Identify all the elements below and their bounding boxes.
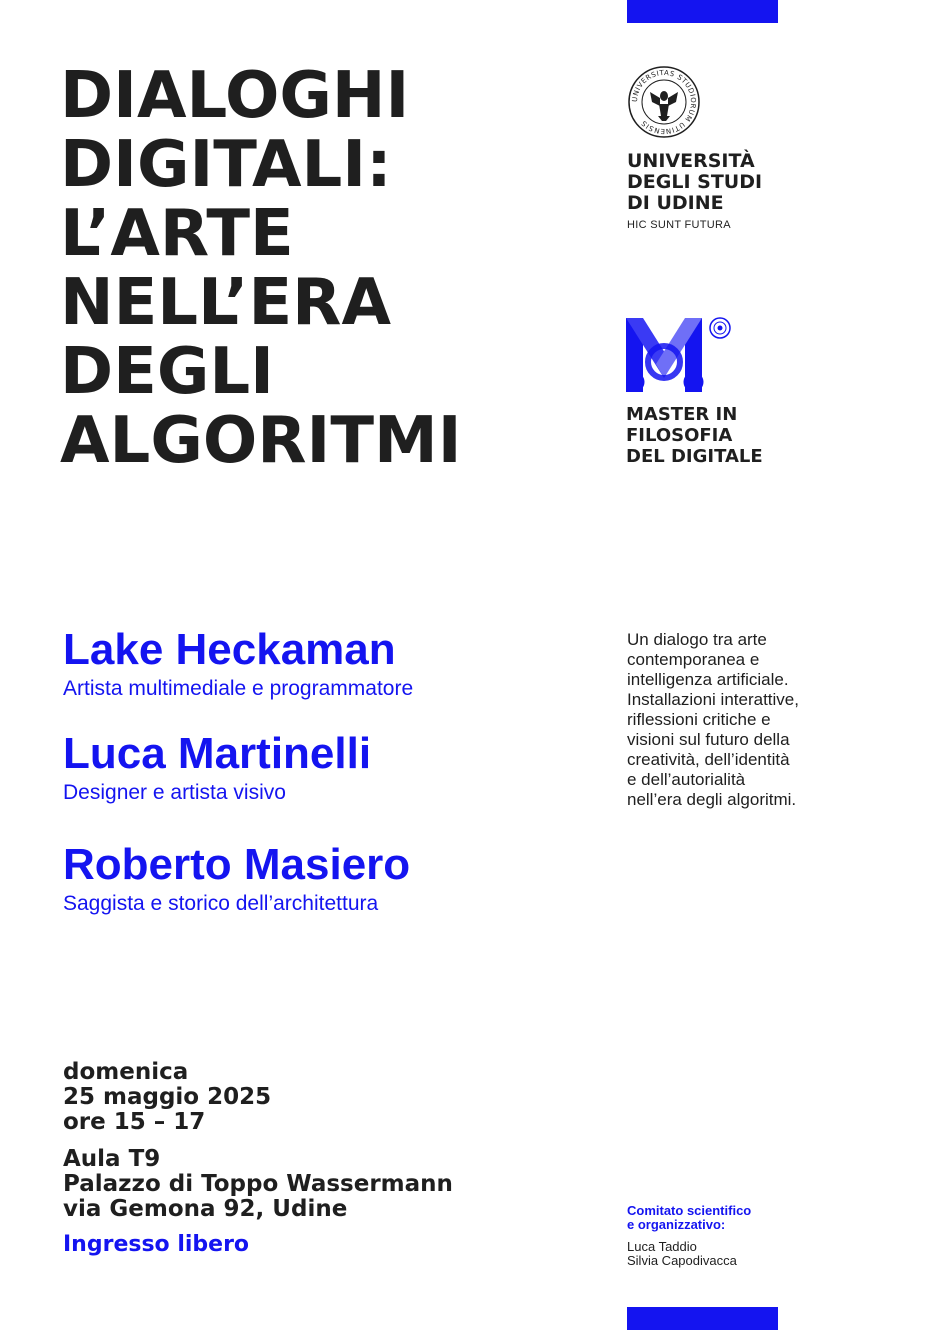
speaker-item — [63, 624, 413, 702]
university-name-line: DEGLI STUDI — [627, 171, 763, 193]
event-date-line: 25 maggio 2025 — [63, 1084, 272, 1110]
university-motto: HIC SUNT FUTURA — [627, 219, 731, 231]
master-name-line: FILOSOFIA — [626, 425, 733, 446]
seal-text: UNIVERSITAS STUDIORUM UTINENSIS — [630, 68, 698, 136]
bottom-accent-bar — [627, 1307, 778, 1330]
university-logo — [627, 66, 827, 231]
svg-text:UNIVERSITAS STUDIORUM UTINENSI — [631, 69, 697, 135]
description-line: riflessioni critiche e — [627, 710, 771, 729]
description-line: e dell’autorialità — [627, 770, 746, 789]
master-name-line: DEL DIGITALE — [626, 446, 763, 467]
committee-member: Silvia Capodivacca — [627, 1253, 737, 1268]
title-line: DIALOGHI — [60, 59, 410, 133]
committee — [627, 1204, 827, 1268]
speaker-item — [63, 839, 410, 917]
speaker-role: Artista multimediale e programmatore — [63, 677, 414, 700]
committee-members — [627, 1240, 827, 1268]
event-location-line: Aula T9 — [63, 1146, 161, 1172]
description-line: Un dialogo tra arte — [627, 630, 767, 649]
event-details — [63, 1060, 563, 1258]
master-name-line: MASTER IN — [626, 404, 738, 425]
description-line: contemporanea e — [627, 650, 760, 669]
university-name — [627, 151, 827, 214]
event-location-line: via Gemona 92, Udine — [63, 1196, 348, 1222]
description-line: nell’era degli algoritmi. — [627, 790, 797, 809]
speaker-role: Designer e artista visivo — [63, 781, 286, 804]
event-date — [63, 1060, 563, 1135]
speaker-item — [63, 728, 371, 806]
top-accent-bar — [627, 0, 778, 23]
committee-heading — [627, 1204, 827, 1232]
committee-heading-line: Comitato scientifico — [627, 1203, 752, 1218]
committee-heading-line: e organizzativo: — [627, 1217, 726, 1232]
master-logo — [626, 316, 846, 467]
master-name — [626, 404, 846, 467]
title-line: ALGORITMI — [60, 404, 462, 478]
description-line: visioni sul futuro della — [627, 730, 790, 749]
committee-member: Luca Taddio — [627, 1239, 697, 1254]
university-seal-icon — [628, 66, 700, 138]
event-time-line: ore 15 – 17 — [63, 1109, 206, 1135]
speaker-name: Luca Martinelli — [63, 729, 372, 778]
master-m-logo-icon — [626, 316, 736, 394]
event-location — [63, 1147, 563, 1222]
description-line: intelligenza artificiale. — [627, 670, 789, 689]
title-line: DEGLI — [60, 335, 274, 409]
title-line: NELL’ERA — [60, 266, 391, 340]
event-location-line: Palazzo di Toppo Wassermann — [63, 1171, 453, 1197]
entry-note: Ingresso libero — [63, 1232, 250, 1257]
speaker-name: Lake Heckaman — [63, 625, 396, 674]
title-line: DIGITALI: — [60, 128, 392, 202]
university-name-line: DI UDINE — [627, 192, 724, 214]
speaker-name: Roberto Masiero — [63, 840, 411, 889]
speaker-role: Saggista e storico dell’architettura — [63, 892, 379, 915]
university-name-line: UNIVERSITÀ — [627, 150, 755, 172]
event-title — [60, 59, 462, 478]
title-line: L’ARTE — [60, 197, 294, 271]
description-line: creatività, dell’identità — [627, 750, 790, 769]
description-line: Installazioni interattive, — [627, 690, 799, 709]
event-description — [627, 630, 867, 810]
event-date-line: domenica — [63, 1059, 189, 1085]
